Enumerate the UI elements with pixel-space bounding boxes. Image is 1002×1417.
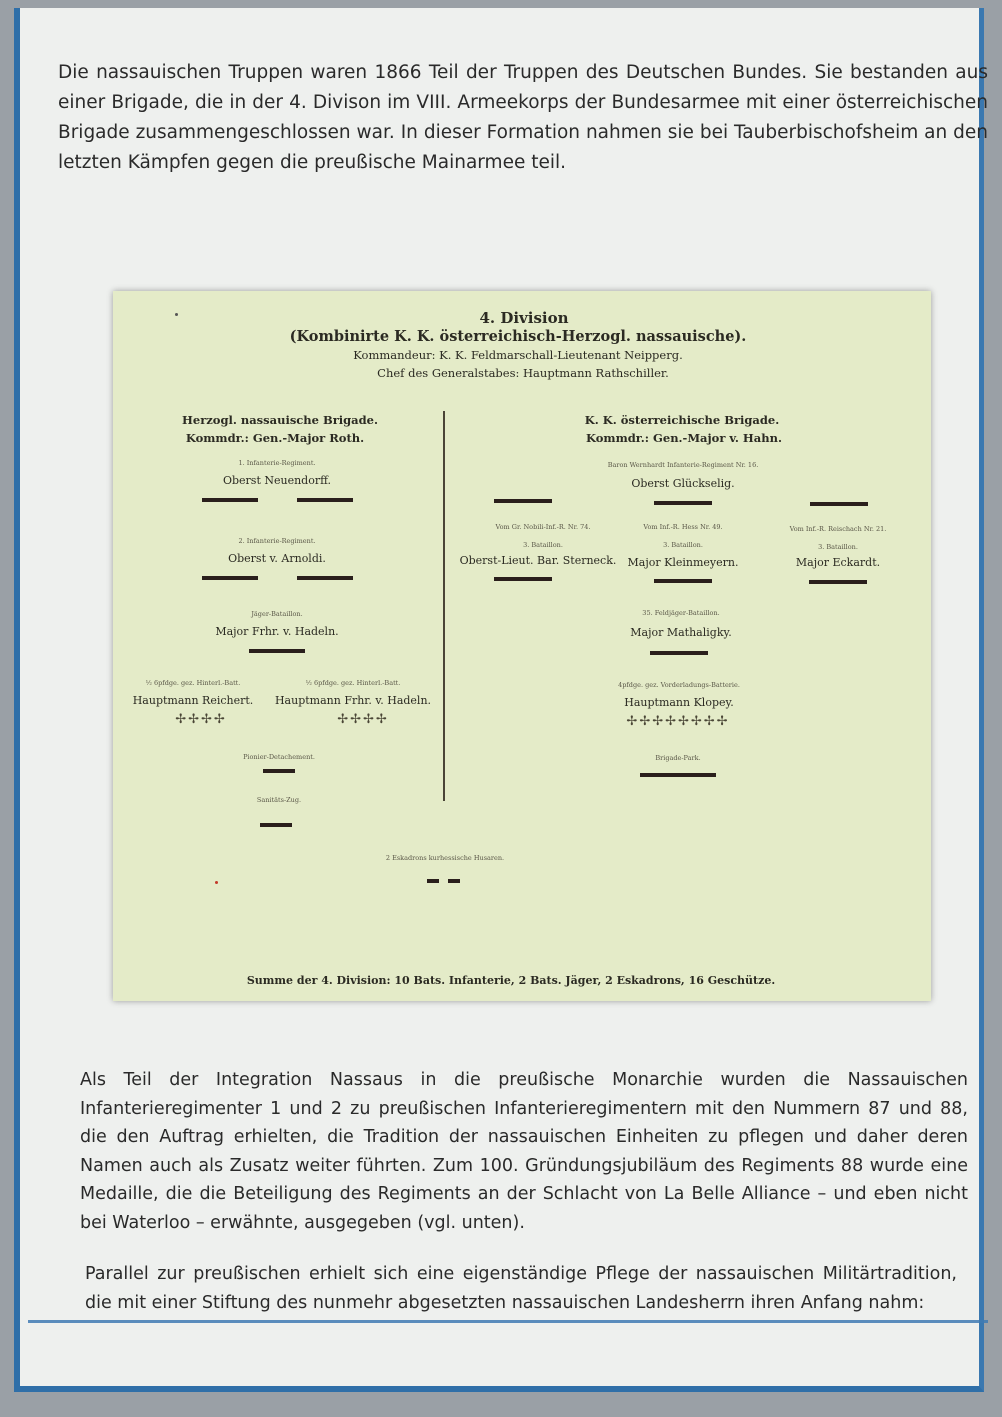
red-speck [215,881,218,884]
left-battery1-officer: Hauptmann Reichert. [132,694,254,707]
right-reg-type: Baron Wernhardt Infanterie-Regiment Nr. 16. [607,461,759,469]
squadron-bar [427,879,439,883]
integration-paragraph: Als Teil der Integration Nassaus in die preußische Monarchie wurden die Nassauischen Infanterieregimenter 1 und 2 zu preußischen Infanterieregimentern mit den Nummern 87 und 88, die den Auftrag erhielten, die Tradition der nassauischen Einheiten zu pflegen und daher deren Namen auch als Zusatz weiter führten. Zum 100. Gründungsjubiläum des Regiments 88 wurde eine Medaille, die die Beteiligung des Regiments an der Schlacht von La Belle Alliance – und eben nicht bei Waterloo – erwähnte, ausgegeben (vgl. unten). [80,1070,968,1233]
right-bat2-officer: Major Kleinmeyern. [627,556,739,569]
left-battery1-type: ½ 6pfdge. gez. Hinterl.-Batt. [145,679,241,687]
detachment-bar [263,769,295,773]
right-bat3-officer: Major Eckardt. [795,556,881,569]
battalion-bar [249,649,305,653]
battalion-bar [650,651,708,655]
left-brigade-commander: Kommdr.: Gen.-Major Roth. [185,431,365,445]
battalion-bar [810,502,868,506]
battalion-bar [494,577,552,581]
divider-line [443,411,445,801]
intro-paragraph: Die nassauischen Truppen waren 1866 Teil der Truppen des Deutschen Bundes. Sie bestanden aus einer Brigade, die in der 4. Divison im VIII. Armeekorps der Bundesarmee mit einer österreichischen Brigade zusammengeschlossen war. In dieser Formation nahmen sie bei Tauberbischofsheim an den letzten Kämpfen gegen die preußische Mainarmee teil. [58,62,988,173]
right-battery-officer: Hauptmann Klopey. [624,696,734,709]
left-unit2-type: 2. Infanterie-Regiment. [238,537,316,545]
left-brigade-name: Herzogl. nassauische Brigade. [182,413,378,427]
division-commander: Kommandeur: K. K. Feldmarschall-Lieutenant Neipperg. [353,348,683,362]
battalion-bar [654,501,712,505]
right-park: Brigade-Park. [655,754,701,762]
detachment-bar [260,823,292,827]
right-feldjaeger-type: 35. Feldjäger-Bataillon. [642,609,720,617]
squadron-bar [448,879,460,883]
right-bat3-label: 3. Bataillon. [818,543,858,551]
speck [175,313,178,316]
right-bat1-label: 3. Bataillon. [523,541,563,549]
left-unit1-type: 1. Infanterie-Regiment. [238,459,316,467]
right-battery-type: 4pfdge. gez. Vorderladungs-Batterie. [618,681,740,689]
chart-title: 4. Division [479,309,569,327]
right-bat1-officer: Oberst-Lieut. Bar. Sterneck. [459,554,617,567]
park-bar [640,773,716,777]
left-pioneer: Pionier-Detachement. [243,753,315,761]
gun-symbols: ✢✢✢✢ [337,712,389,727]
right-bat1-from: Vom Gr. Nobili-Inf.-R. Nr. 74. [495,523,591,531]
right-bat3-from: Vom Inf.-R. Reischach Nr. 21. [789,525,887,533]
right-feldjaeger-officer: Major Mathaligky. [630,626,732,639]
battalion-bar [297,498,353,502]
left-unit2-officer: Oberst v. Arnoldi. [228,552,326,565]
right-reg-officer: Oberst Glückselig. [631,477,735,490]
right-brigade-commander: Kommdr.: Gen.-Major v. Hahn. [586,431,782,445]
chart-summary: Summe der 4. Division: 10 Bats. Infanterie, 2 Bats. Jäger, 2 Eskadrons, 16 Geschütze. [246,974,776,987]
chief-of-staff: Chef des Generalstabes: Hauptmann Rathschiller. [377,366,669,380]
left-jaeger-type: Jäger-Bataillon. [251,610,303,618]
gun-symbols: ✢✢✢✢ [175,712,227,727]
battalion-bar [202,576,258,580]
hussars-label: 2 Eskadrons kurhessische Husaren. [385,854,505,862]
bottom-rule [28,1320,988,1323]
battalion-bar [809,580,867,584]
battalion-bar [297,576,353,580]
left-battery2-type: ½ 6pfdge. gez. Hinterl.-Batt. [305,679,401,687]
tradition-paragraph: Parallel zur preußischen erhielt sich eine eigenständige Pflege der nassauischen Militärtradition, die mit einer Stiftung des nunmehr abgesetzten nassauischen Landesherrn ihren Anfang nahm: [85,1264,957,1313]
right-brigade-name: K. K. österreichische Brigade. [584,413,780,427]
left-jaeger-officer: Major Frhr. v. Hadeln. [215,625,339,638]
left-battery2-officer: Hauptmann Frhr. v. Hadeln. [274,694,432,707]
battalion-bar [494,499,552,503]
left-unit1-officer: Oberst Neuendorff. [222,474,332,487]
chart-subtitle: (Kombinirte K. K. österreichisch-Herzogl. nassauische). [289,328,747,345]
battalion-bar [654,579,712,583]
order-of-battle-chart [113,291,931,1001]
battalion-bar [202,498,258,502]
gun-symbols: ✢✢✢✢✢✢✢✢ [626,714,730,729]
left-sanitaet: Sanitäts-Zug. [256,796,302,804]
right-bat2-label: 3. Bataillon. [663,541,703,549]
right-bat2-from: Vom Inf.-R. Hess Nr. 49. [643,523,723,531]
